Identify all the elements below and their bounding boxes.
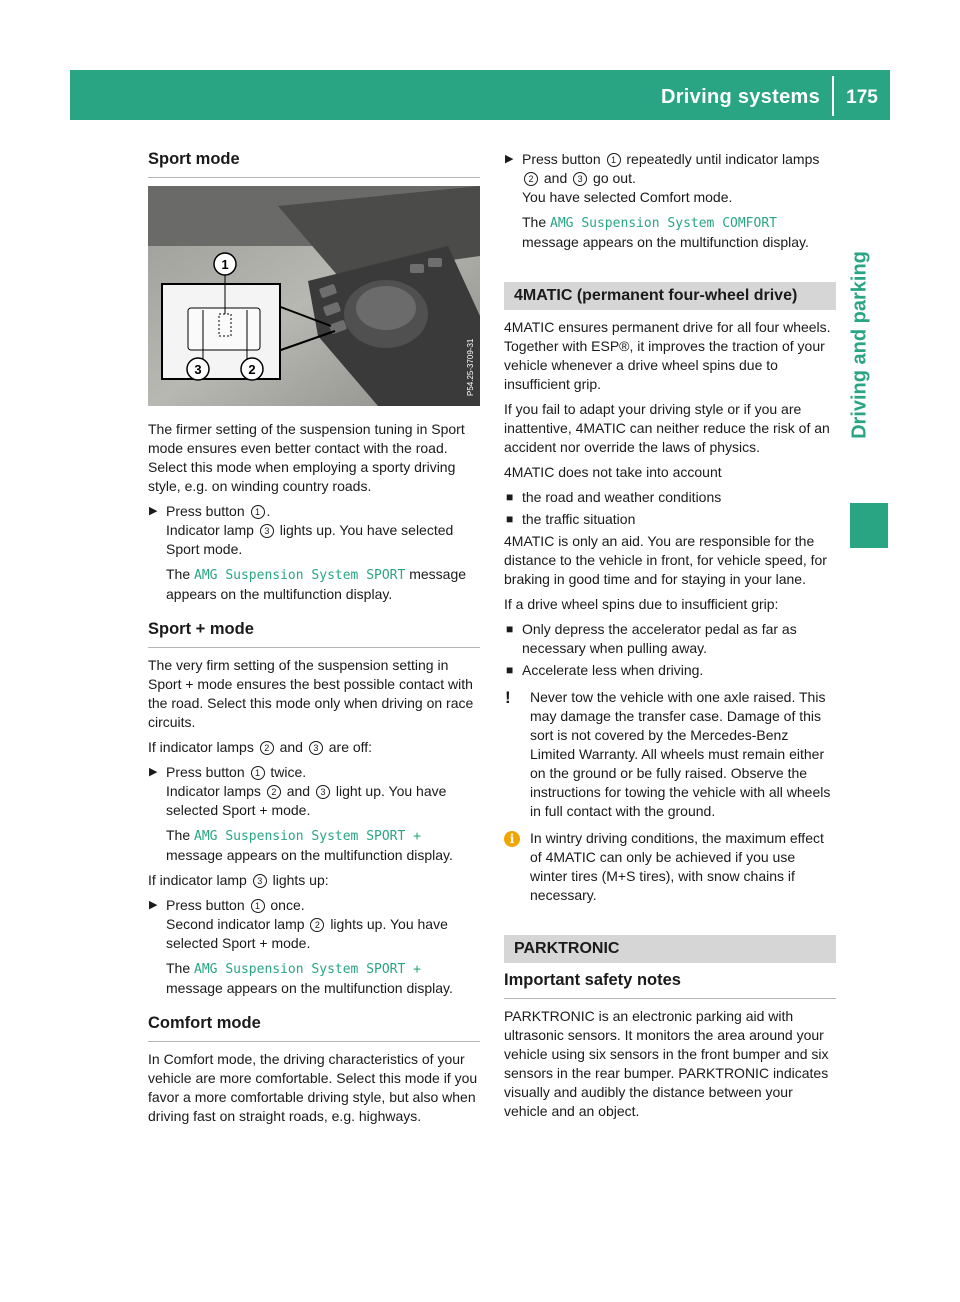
callout-1 (214, 253, 236, 275)
figure-code: P54.25-3709-31 (466, 338, 475, 396)
sport-mode-heading: Sport mode (148, 150, 480, 178)
comfort-mode-intro: In Comfort mode, the driving characteristics of your vehicle are more comfortable. Select this mode if you favor a more comfortable driving style, but also when driving fast on straight roads, e.g. highways. (148, 1051, 478, 1124)
4matic-heading: 4MATIC (permanent four-wheel drive) (504, 282, 836, 310)
sport-plus-intro: The very firm setting of the suspension setting in Sport + mode ensures the best possible contact with the road. Select this mode only when driving on race circuits. (148, 657, 474, 730)
safety-notes-heading: Important safety notes (504, 971, 836, 999)
comfort-mode-step: ▶ Press button 1 repeatedly until indicator lamps 2 and 3 go out. You have selected Comfort mode. (505, 151, 820, 205)
sport-mode-intro: The firmer setting of the suspension tuning in Sport mode ensures even better contact with the road. Select this mode when employing a sporty driving style, e.g. on winding country roads. (148, 421, 465, 494)
info-icon: i (504, 831, 520, 847)
callout-2 (241, 358, 263, 380)
right-column (504, 150, 836, 1127)
sport-plus-condition-1: If indicator lamps 2 and 3 are off: (148, 739, 373, 755)
callout-2-label: 2 (248, 362, 256, 377)
sport-plus-condition-2: If indicator lamp 3 lights up: (148, 872, 329, 888)
sport-mode-step: ▶ Press button 1 . Indicator lamp 3 lights up. You have selected Sport mode. (149, 503, 454, 557)
step-arrow-icon: ▶ (149, 766, 158, 778)
page-number: 175 (846, 87, 878, 108)
bullet-icon: ■ (506, 512, 514, 526)
warning-note: ! Never tow the vehicle with one axle raised. This may damage the transfer case. Damage of this sort is not covered by the Mercedes-Benz Limited Warranty. All wheels must remain either on the ground or be fully raised. Observe the instructions for towing the vehicle with all wheels in full contact with the ground. (505, 688, 831, 819)
parktronic-heading: PARKTRONIC (504, 935, 836, 963)
chapter-title: Driving systems (660, 86, 820, 108)
sport-mode-message: The AMG Suspension System SPORT message appears on the multifunction display. (166, 566, 467, 602)
comfort-mode-message: The AMG Suspension System COMFORT message appears on the multifunction display. (522, 214, 809, 250)
4matic-p1: 4MATIC ensures permanent drive for all four wheels. Together with ESP®, it improves the traction of your vehicle whenever a drive wheel spins due to insufficient grip. (504, 319, 831, 392)
4matic-p3: 4MATIC does not take into account (504, 464, 722, 480)
center-console-figure (148, 186, 480, 406)
list-item: ■ the traffic situation (506, 511, 636, 527)
callout-3-label: 3 (194, 362, 202, 377)
sport-plus-message-2: The AMG Suspension System SPORT + message appears on the multifunction display. (166, 960, 453, 996)
parktronic-p1: PARKTRONIC is an electronic parking aid with ultrasonic sensors. It monitors the area around your vehicle using six sensors in the front bumper and six sensors in the rear bumper. PARKTRONIC indicates visually and audibly the distance between your vehicle and an object. (504, 1008, 829, 1119)
step-arrow-icon: ▶ (505, 153, 514, 165)
warning-icon: ! (505, 688, 511, 707)
list-item: ■ the road and weather conditions (506, 489, 722, 505)
step-arrow-icon: ▶ (149, 899, 158, 911)
comfort-mode-heading: Comfort mode (148, 1014, 480, 1042)
sport-plus-step-1: ▶ Press button 1 twice. Indicator lamps 2 and 3 light up. You have selected Sport + mode. (149, 764, 447, 818)
bullet-icon: ■ (506, 490, 514, 504)
bullet-icon: ■ (506, 622, 514, 636)
side-tab (838, 200, 882, 490)
info-note: i In wintry driving conditions, the maximum effect of 4MATIC can only be achieved if you use winter tires (M+S tires), with snow chains if necessary. (504, 829, 836, 905)
4matic-p2: If you fail to adapt your driving style or if you are inattentive, 4MATIC can neither reduce the risk of an accident nor override the laws of physics. (504, 401, 830, 455)
callout-3 (187, 358, 209, 380)
sport-plus-heading: Sport + mode (148, 620, 480, 648)
left-column (148, 150, 480, 1132)
list-item: ■ Only depress the accelerator pedal as far as necessary when pulling away. (506, 621, 797, 656)
center-console-photo (148, 186, 480, 406)
side-tab-label: Driving and parking (848, 251, 871, 439)
side-tab-marker (850, 503, 888, 548)
list-item: ■ Accelerate less when driving. (506, 662, 704, 678)
4matic-p4: 4MATIC is only an aid. You are responsible for the distance to the vehicle in front, for vehicle speed, for braking in good time and for staying in your lane. (504, 533, 827, 587)
header-divider (832, 76, 834, 116)
sport-plus-message-1: The AMG Suspension System SPORT + message appears on the multifunction display. (166, 827, 453, 863)
4matic-p5: If a drive wheel spins due to insufficient grip: (504, 596, 779, 612)
callout-1-label: 1 (221, 257, 229, 272)
step-arrow-icon: ▶ (149, 505, 158, 517)
sport-plus-step-2: ▶ Press button 1 once. Second indicator lamp 2 lights up. You have selected Sport + mode. (149, 897, 448, 951)
bullet-icon: ■ (506, 663, 514, 677)
